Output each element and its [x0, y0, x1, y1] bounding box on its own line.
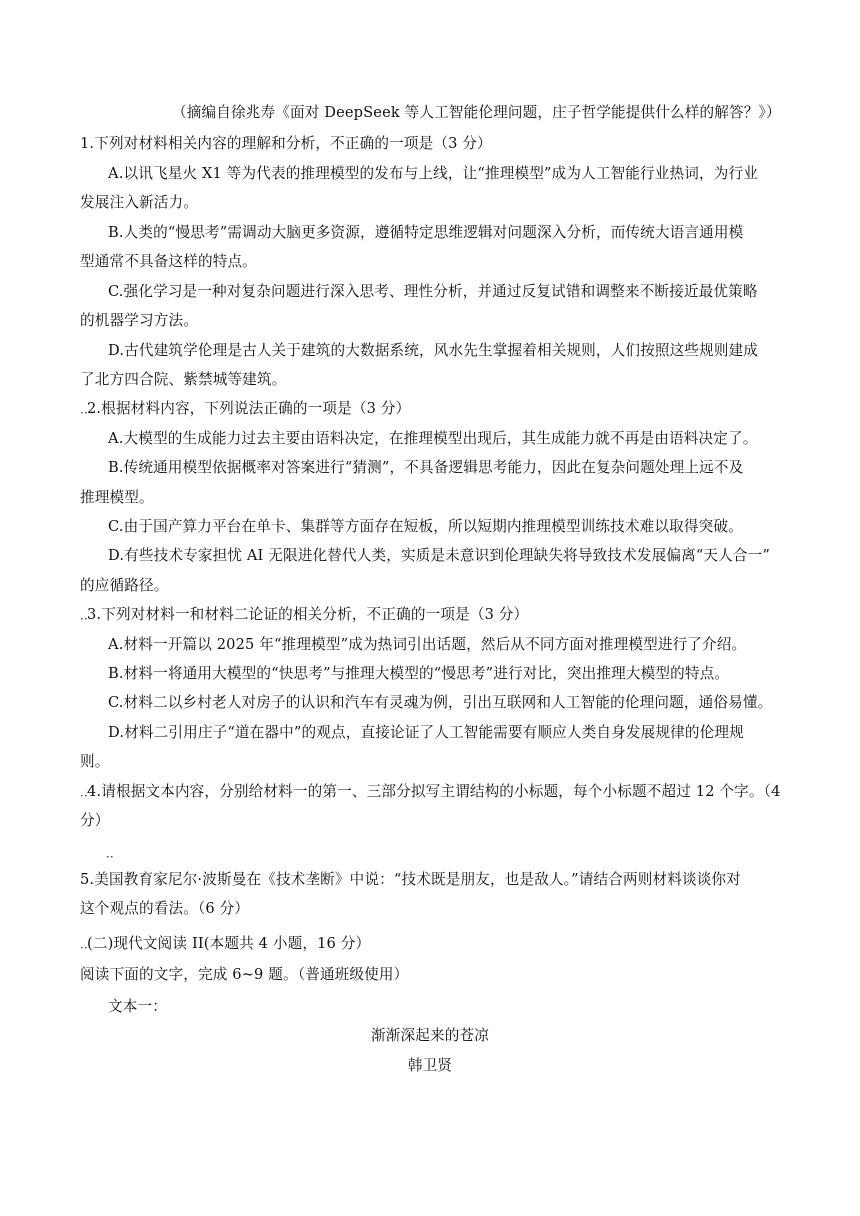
article-author: 韩卫贤: [407, 1057, 453, 1074]
text-one-label: 文本一：: [108, 998, 167, 1015]
question-2-option-b: B.传统通用模型依据概率对答案进行“猜测”，不具备逻辑思考能力，因此在复杂问题处理上远不及: [108, 459, 744, 476]
marker-dots: ··: [80, 612, 88, 626]
question-2-option-d-cont: 的应循路径。: [80, 577, 169, 594]
question-1-option-b: B.人类的“慢思考”需调动大脑更多资源，遵循特定思维逻辑对问题深入分析，而传统大语言通用模: [108, 224, 744, 241]
question-3-option-c: C.材料二以乡村老人对房子的认识和汽车有灵魂为例，引出互联网和人工智能的伦理问题，通俗易懂。: [108, 694, 773, 711]
question-4-stem-cont: 分）: [80, 812, 110, 829]
question-2-option-d: D.有些技术专家担忧 AI 无限进化替代人类，实质是未意识到伦理缺失将导致技术发展偏离“天人合一”: [108, 547, 771, 564]
question-2-stem: 2.根据材料内容，下列说法正确的一项是（3 分）: [87, 400, 411, 417]
question-2-option-c: C.由于国产算力平台在单卡、集群等方面存在短板，所以短期内推理模型训练技术难以取得突破。: [108, 518, 743, 535]
question-5-stem: 5.美国教育家尼尔·波斯曼在《技术垄断》中说：“技术既是朋友，也是敌人。”请结合两则材料谈谈你对: [80, 871, 741, 888]
section-2-instruction: 阅读下面的文字，完成 6~9 题。（普通班级使用）: [80, 966, 409, 983]
question-1-option-a: A.以讯飞星火 X1 等为代表的推理模型的发布与上线，让“推理模型”成为人工智能行业热词，为行业: [108, 165, 759, 182]
source-note: （摘编自徐兆寿《面对 DeepSeek 等人工智能伦理问题，庄子哲学能提供什么样的解答？》）: [172, 104, 781, 121]
question-1-option-c-cont: 的机器学习方法。: [80, 312, 198, 329]
question-3-option-a: A.材料一开篇以 2025 年“推理模型”成为热词引出话题，然后从不同方面对推理模型进行了介绍。: [108, 636, 747, 653]
question-3-stem: 3.下列对材料一和材料二论证的相关分析，不正确的一项是（3 分）: [87, 606, 529, 623]
marker-dots: ··: [80, 406, 88, 420]
question-2-option-a: A.大模型的生成能力过去主要由语料决定，在推理模型出现后，其生成能力就不再是由语料决定了。: [108, 430, 758, 447]
question-1-option-d-cont: 了北方四合院、紫禁城等建筑。: [80, 371, 287, 388]
question-1-option-a-cont: 发展注入新活力。: [80, 194, 198, 211]
marker-dots: ··: [80, 941, 88, 955]
question-4-stem: 4.请根据文本内容，分别给材料一的第一、三部分拟写主谓结构的小标题，每个小标题不超过 12 个字。（4: [87, 783, 781, 800]
question-2-option-b-cont: 推理模型。: [80, 489, 154, 506]
question-1-option-d: D.古代建筑学伦理是古人关于建筑的大数据系统，风水先生掌握着相关规则，人们按照这些规则建成: [108, 342, 759, 359]
question-3-option-d: D.材料二引用庄子“道在器中”的观点，直接论证了人工智能需要有顺应人类自身发展规律的伦理规: [108, 724, 744, 741]
article-title: 渐渐深起来的苍凉: [371, 1027, 489, 1044]
question-3-option-b: B.材料一将通用大模型的“快思考”与推理大模型的“慢思考”进行对比，突出推理大模型的特点。: [108, 665, 730, 682]
question-1-stem: 1.下列对材料相关内容的理解和分析，不正确的一项是（3 分）: [80, 135, 492, 152]
section-2-heading: (二)现代文阅读 II(本题共 4 小题，16 分）: [87, 935, 371, 952]
question-1-option-c: C.强化学习是一种对复杂问题进行深入思考、理性分析，并通过反复试错和调整来不断接近最优策略: [108, 283, 758, 300]
question-5-stem-cont: 这个观点的看法。（6 分）: [80, 900, 250, 917]
marker-dots: ··: [106, 850, 114, 864]
question-1-option-b-cont: 型通常不具备这样的特点。: [80, 253, 257, 270]
marker-dots: ··: [80, 789, 88, 803]
question-3-option-d-cont: 则。: [80, 753, 110, 770]
